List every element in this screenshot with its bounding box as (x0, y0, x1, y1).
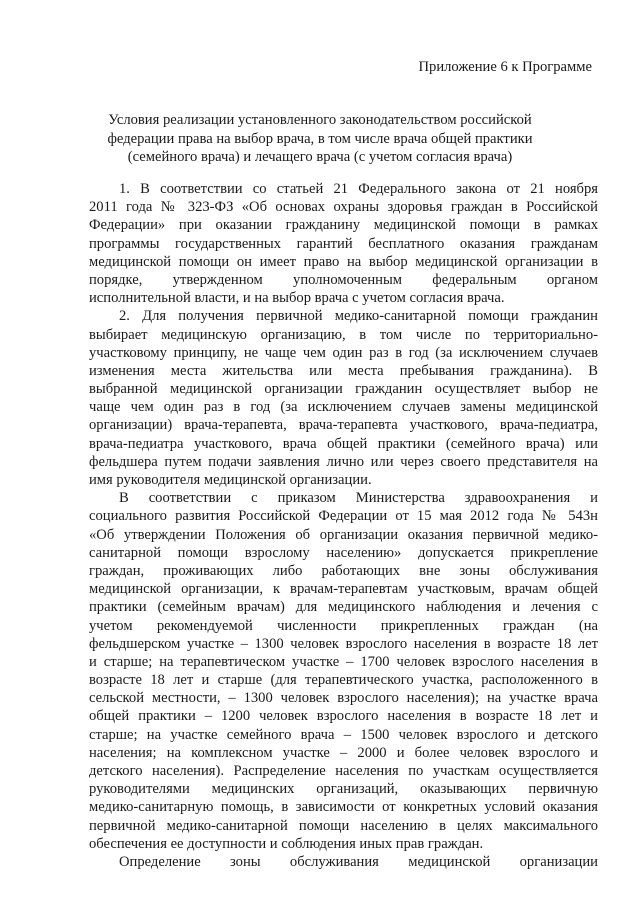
paragraph-line: 2. Для получения первичной медико-санитарной помощи гражданин (119, 308, 598, 325)
paragraph-line: учетом рекомендуемой численности прикрепленных граждан (на (89, 617, 598, 634)
document-body (89, 180, 598, 871)
paragraph-line: санитарной помощи взрослому населению» допускается прикрепление (89, 544, 598, 561)
paragraph-line: старше; на участке семейного врача – 1500 человек взрослого и детского (89, 726, 598, 743)
paragraph-line: фельдшера путем подачи заявления лично или через своего представителя на (89, 453, 598, 470)
paragraph-line: чаще чем один раз в год (за исключением случаев замены медицинской (89, 399, 598, 416)
paragraph-line: порядке, утвержденном уполномоченным федеральным органом (89, 271, 598, 288)
paragraph (89, 307, 598, 489)
document-title (90, 111, 550, 167)
paragraph-line: выбирает медицинскую организацию, в том числе по территориально- (89, 326, 598, 343)
paragraph (89, 489, 598, 853)
paragraph-line: В соответствии с приказом Министерства здравоохранения и (119, 490, 598, 507)
paragraph (89, 180, 598, 307)
paragraph-line: обеспечения ее доступности и соблюдения иных прав граждан. (89, 835, 484, 852)
appendix-label: Приложение 6 к Программе (418, 59, 592, 75)
paragraph-line: 2011 года № 323-ФЗ «Об основах охраны здоровья граждан в Российской (89, 199, 598, 216)
paragraph-line: врача-педиатра участкового, врача общей практики (семейного врача) или (89, 435, 598, 452)
paragraph-line: сельской местности, – 1300 человек взрослого населения); на участке врача (89, 690, 598, 707)
title-line: федерации права на выбор врача, в том числе врача общей практики (107, 130, 533, 147)
paragraph-line: имя руководителя медицинской организации. (89, 472, 372, 488)
paragraph-line: выбранной медицинской организации гражданин осуществляет выбор не (89, 381, 598, 398)
paragraph-line: программы государственных гарантий бесплатного оказания гражданам (89, 235, 598, 252)
title-line: (семейного врача) и лечащего врача (с учетом согласия врача) (127, 149, 513, 165)
paragraph-line: «Об утверждении Положения об организации оказания первичной медико- (89, 526, 598, 543)
paragraph-line: Федерации» при оказании гражданину медицинской помощи в рамках (89, 217, 598, 234)
paragraph (89, 853, 598, 871)
paragraph-line: детского населения). Распределение населения по участкам осуществляется (89, 763, 598, 779)
paragraph-line: населения; на комплексном участке – 2000 и более человек взрослого и (89, 744, 598, 761)
paragraph-line: граждан, проживающих либо работающих вне зоны обслуживания (89, 562, 598, 579)
paragraph-line: возрасте 18 лет и старше (для терапевтического участка, расположенного в (89, 672, 598, 689)
paragraph-line: практики (семейным врачам) для медицинского наблюдения и лечения с (89, 599, 598, 616)
paragraph-line: изменения места жительства или места пребывания гражданина). В (89, 362, 598, 379)
title-line: Условия реализации установленного законодательством российской (108, 112, 532, 128)
paragraph-line: социального развития Российской Федерации от 15 мая 2012 года № 543н (89, 508, 598, 525)
paragraph-line: исполнительной власти, и на выбор врача с учетом согласия врача. (89, 290, 505, 307)
paragraph-line: участковому принципу, не чаще чем один раз в год (за исключением случаев (89, 344, 598, 361)
paragraph-line: медицинской организации, к врачам-терапевтам участковым, врачам общей (89, 581, 598, 598)
paragraph-line: первичной медико-санитарной помощи населению в целях максимального (89, 817, 598, 834)
paragraph-line: общей практики – 1200 человек взрослого населения в возрасте 18 лет и (89, 708, 598, 725)
paragraph-line: медико-санитарную помощь, в зависимости от конкретных условий оказания (89, 799, 598, 816)
paragraph-line: организации) врача-терапевта, врача-терапевта участкового, врача-педиатра, (89, 417, 598, 434)
paragraph-line: 1. В соответствии со статьей 21 Федерального закона от 21 ноября (119, 181, 598, 197)
paragraph-line: Определение зоны обслуживания медицинской организации (119, 853, 598, 870)
paragraph-line: фельдшерском участке – 1300 человек взрослого населения в возрасте 18 лет (89, 635, 598, 652)
paragraph-line: и старше; на терапевтическом участке – 1700 человек взрослого населения в (89, 653, 598, 670)
paragraph-line: руководителями медицинских организаций, оказывающих первичную (89, 781, 598, 798)
paragraph-line: медицинской помощи он имеет право на выбор медицинской организации в (89, 253, 598, 270)
